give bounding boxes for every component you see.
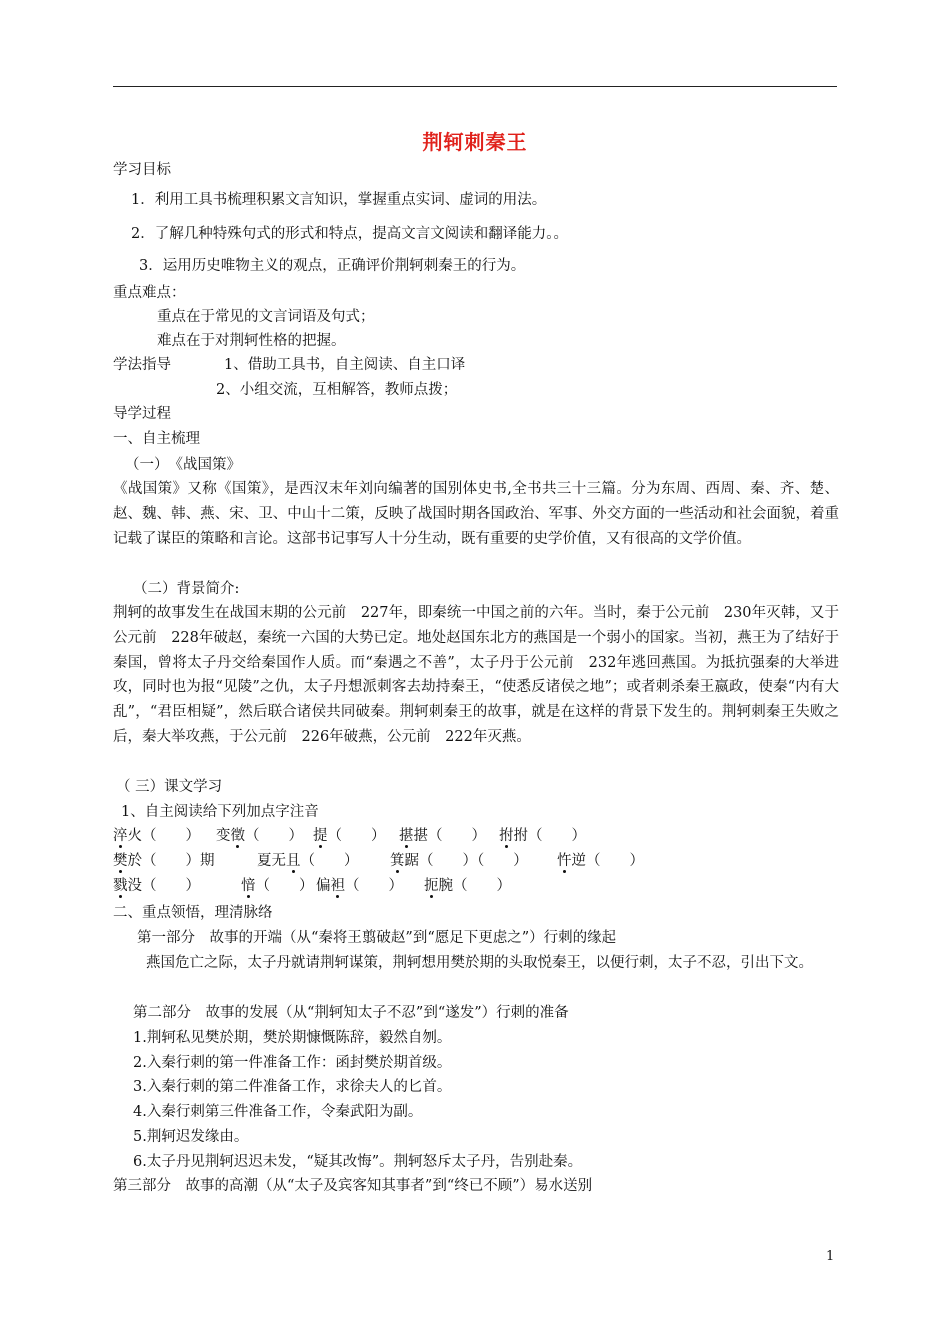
exercise-item: 夏无且（ ） <box>257 853 359 869</box>
dotted-char: 愔 <box>241 878 256 894</box>
dotted-char: 樊 <box>113 853 128 869</box>
part2-item: 5.荆轲迟发缘由。 <box>133 1129 249 1145</box>
objective-item: 3．运用历史唯物主义的观点，正确评价荆轲刺秦王的行为。 <box>139 258 526 274</box>
section2-heading: 二、重点领悟，理清脉络 <box>113 905 273 921</box>
dotted-char: 揕 <box>399 828 414 844</box>
exercise-item: 揕揕（ ） <box>399 828 486 844</box>
dotted-char: 淬 <box>113 828 128 844</box>
header-rule <box>113 86 837 87</box>
sub2-heading: （二）背景简介: <box>133 581 240 597</box>
part2-heading: 第二部分 故事的发展（从“荆轲知太子不忍”到“遂发”）行刺的准备 <box>133 1005 569 1021</box>
sub2-paragraph: 荆轲的故事发生在战国末期的公元前 227年，即秦统一中国之前的六年。当时，秦于公元前 230年灭韩，又于公元前 228年破赵，秦统一六国的大势已定。地处赵国东北方的燕国是一个弱小的国家。当初，燕王为了结好于秦国，曾将太子丹交给秦国作人质。而“秦遇之不善”，太子丹于公元前 232年逃回燕国。为抵抗强秦的大举进攻，同时也为报“见陵”之仇，太子丹想派刺客去劫持秦王，“使悉反诸侯之地”；或者刺杀秦王嬴政，使秦“内有大乱”，“君臣相疑”，然后联合诸侯共同破秦。荆轲刺秦王的故事，就是在这样的背景下发生的。荆轲刺秦王失败之后，秦大举攻燕，于公元前 226年破燕，公元前 222年灭燕。 <box>113 605 839 745</box>
part3-heading: 第三部分 故事的高潮（从“太子及宾客知其事者”到“终已不顾”）易水送别 <box>113 1178 593 1194</box>
exercise-item: 变徵（ ） <box>216 828 303 844</box>
dotted-char: 扼 <box>424 878 439 894</box>
objective-item: 1．利用工具书梳理积累文言知识，掌握重点实词、虚词的用法。 <box>131 192 547 208</box>
exercise-item: 提（ ） <box>313 828 386 844</box>
sub1-paragraph: 《战国策》又称《国策》，是西汉末年刘向编著的国别体史书,全书共三十三篇。分为东周、西周、秦、齐、楚、赵、魏、韩、燕、宋、卫、中山十二策，反映了战国时期各国政治、军事、外交方面的一些活动和社会面貌，着重记载了谋臣的策略和言论。这部书记事写人十分生动，既有重要的史学价值，又有很高的文学价值。 <box>113 481 839 547</box>
exercise-item: 扼腕（ ） <box>424 878 511 894</box>
sub1-heading: （一） 《战国策》 <box>125 457 241 473</box>
dotted-char: 拊 <box>499 828 514 844</box>
page-number: 1 <box>826 1249 835 1264</box>
part2-item: 6.太子丹见荆轲迟迟未发，“疑其改悔”。荆轲怒斥太子丹，告别赴秦。 <box>133 1154 583 1170</box>
exercise-item: 箕踞（ ）（ ） <box>390 853 528 869</box>
exercise-heading: 1、自主阅读给下列加点字注音 <box>121 804 319 820</box>
key-point-item: 重点在于常见的文言词语及句式； <box>157 309 375 325</box>
objectives-heading: 学习目标 <box>113 162 171 178</box>
dotted-char: 袒 <box>330 878 345 894</box>
method-item: 2、小组交流，互相解答，教师点拨； <box>216 382 458 398</box>
part2-item: 2.入秦行刺的第一件准备工作：函封樊於期首级。 <box>133 1055 452 1071</box>
key-points-heading: 重点难点： <box>113 285 186 301</box>
objective-item: 2．了解几种特殊句式的形式和特点，提高文言文阅读和翻译能力。。 <box>131 226 568 242</box>
dotted-char: 徵 <box>230 828 245 844</box>
exercise-item: 偏袒（ ） <box>316 878 403 894</box>
dotted-char: 且 <box>286 853 301 869</box>
dotted-char: 提 <box>313 828 328 844</box>
dotted-char: 忤 <box>557 853 572 869</box>
part1-heading: 第一部分 故事的开端（从“秦将王翦破赵”到“愿足下更虑之”）行刺的缘起 <box>137 930 617 946</box>
part2-item: 4.入秦行刺第三件准备工作，令秦武阳为副。 <box>133 1104 423 1120</box>
process-heading: 导学过程 <box>113 406 171 422</box>
part2-item: 3.入秦行刺的第二件准备工作，求徐夫人的匕首。 <box>133 1079 452 1095</box>
section1-heading: 一、自主梳理 <box>113 431 200 447</box>
exercise-row: 戮没（ ） <box>113 878 200 894</box>
key-point-item: 难点在于对荆轲性格的把握。 <box>157 333 346 349</box>
exercise-item: 愔（ ） <box>241 878 314 894</box>
method-item: 1、借助工具书，自主阅读、自主口译 <box>224 357 466 373</box>
sub3-heading: （ 三）课文学习 <box>116 779 223 795</box>
part1-paragraph: 燕国危亡之际，太子丹就请荆轲谋策，荆轲想用樊於期的头取悦秦王，以便行刺，太子不忍，引出下文。 <box>146 955 813 971</box>
dotted-char: 戮 <box>113 878 128 894</box>
exercise-item: 忤逆（ ） <box>557 853 644 869</box>
document-title: 荆轲刺秦王 <box>422 130 528 154</box>
exercise-row: 樊於（ ）期 <box>113 853 215 869</box>
exercise-item: 拊拊（ ） <box>499 828 586 844</box>
exercise-row: 淬火（ ） <box>113 828 200 844</box>
part2-item: 1.荆轲私见樊於期，樊於期慷慨陈辞，毅然自刎。 <box>133 1030 452 1046</box>
dotted-char: 箕 <box>390 853 405 869</box>
method-heading: 学法指导 <box>113 357 171 373</box>
